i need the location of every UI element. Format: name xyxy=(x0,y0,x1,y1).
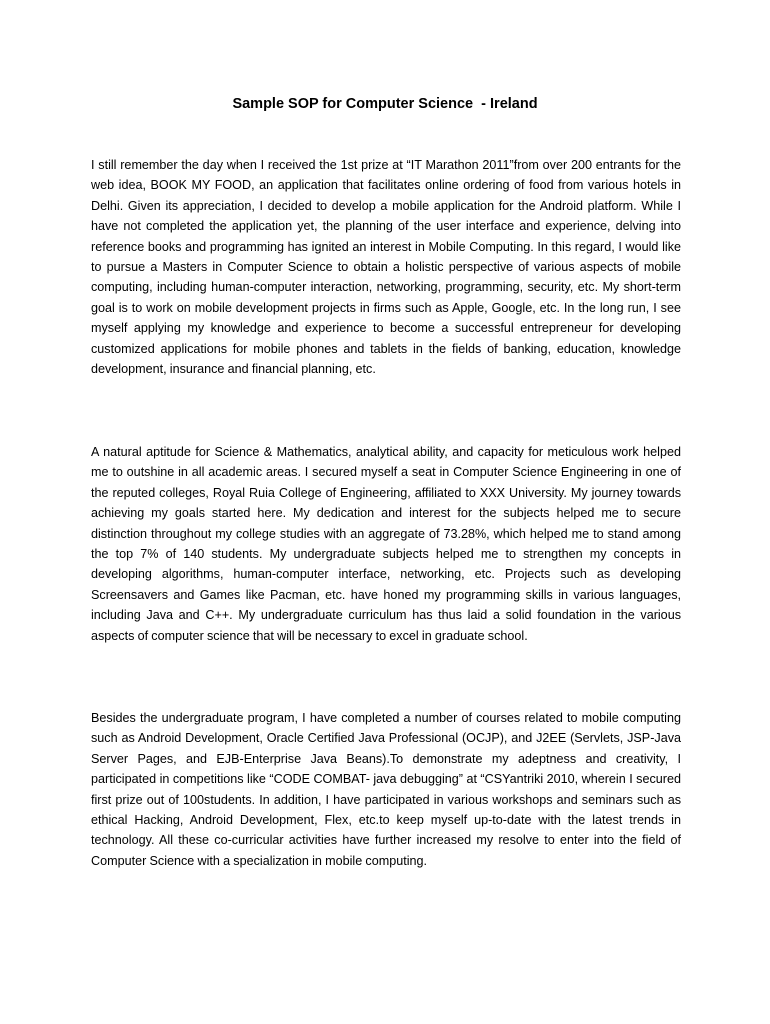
paragraph-3: Besides the undergraduate program, I have completed a number of courses related to mobile computing such as Android Development, Oracle Certified Java Professional (OCJP), and J2EE (Servlets, JSP-Java Server Pages, and EJB-Enterprise Java Beans).To demonstrate my adeptness and creativity, I participated in competitions like “CODE COMBAT- java debugging” at “CSYantriki 2010, wherein I secured first prize out of 100students. In addition, I have participated in various workshops and seminars such as ethical Hacking, Android Development, Flex, etc.to keep myself up-to-date with the latest trends in technology. All these co-curricular activities have further increased my resolve to enter into the field of Computer Science with a specialization in mobile computing. xyxy=(91,711,681,868)
document-title: Sample SOP for Computer Science - Ireland xyxy=(232,96,538,112)
paragraph-2: A natural aptitude for Science & Mathematics, analytical ability, and capacity for meticulous work helped me to outshine in all academic areas. I secured myself a seat in Computer Science Engineering in one of the reputed colleges, Royal Ruia College of Engineering, affiliated to XXX University. My journey towards achieving my goals started here. My dedication and interest for the subjects helped me to secure distinction throughout my college studies with an aggregate of 73.28%, which helped me to stand among the top 7% of 140 students. My undergraduate subjects helped me to strengthen my concepts in developing algorithms, human-computer interface, networking, etc. Projects such as developing Screensavers and Games like Pacman, etc. have honed my programming skills in various languages, including Java and C++. My undergraduate curriculum has thus laid a solid foundation in the various aspects of computer science that will be necessary to excel in graduate school. xyxy=(91,445,681,643)
paragraph-1: I still remember the day when I received the 1st prize at “IT Marathon 2011”from over 200 entrants for the web idea, BOOK MY FOOD, an application that facilitates online ordering of food from various hotels in Delhi. Given its appreciation, I decided to develop a mobile application for the Android platform. While I have not completed the application yet, the planning of the user interface and experience, delving into reference books and programming has ignited an interest in Mobile Computing. In this regard, I would like to pursue a Masters in Computer Science to obtain a holistic perspective of various aspects of mobile computing, including human-computer interaction, networking, programming, security, etc. My short-term goal is to work on mobile development projects in firms such as Apple, Google, etc. In the long run, I see myself applying my knowledge and experience to become a successful entrepreneur for developing customized applications for mobile phones and tablets in the fields of banking, education, knowledge development, insurance and financial planning, etc. xyxy=(91,158,681,377)
